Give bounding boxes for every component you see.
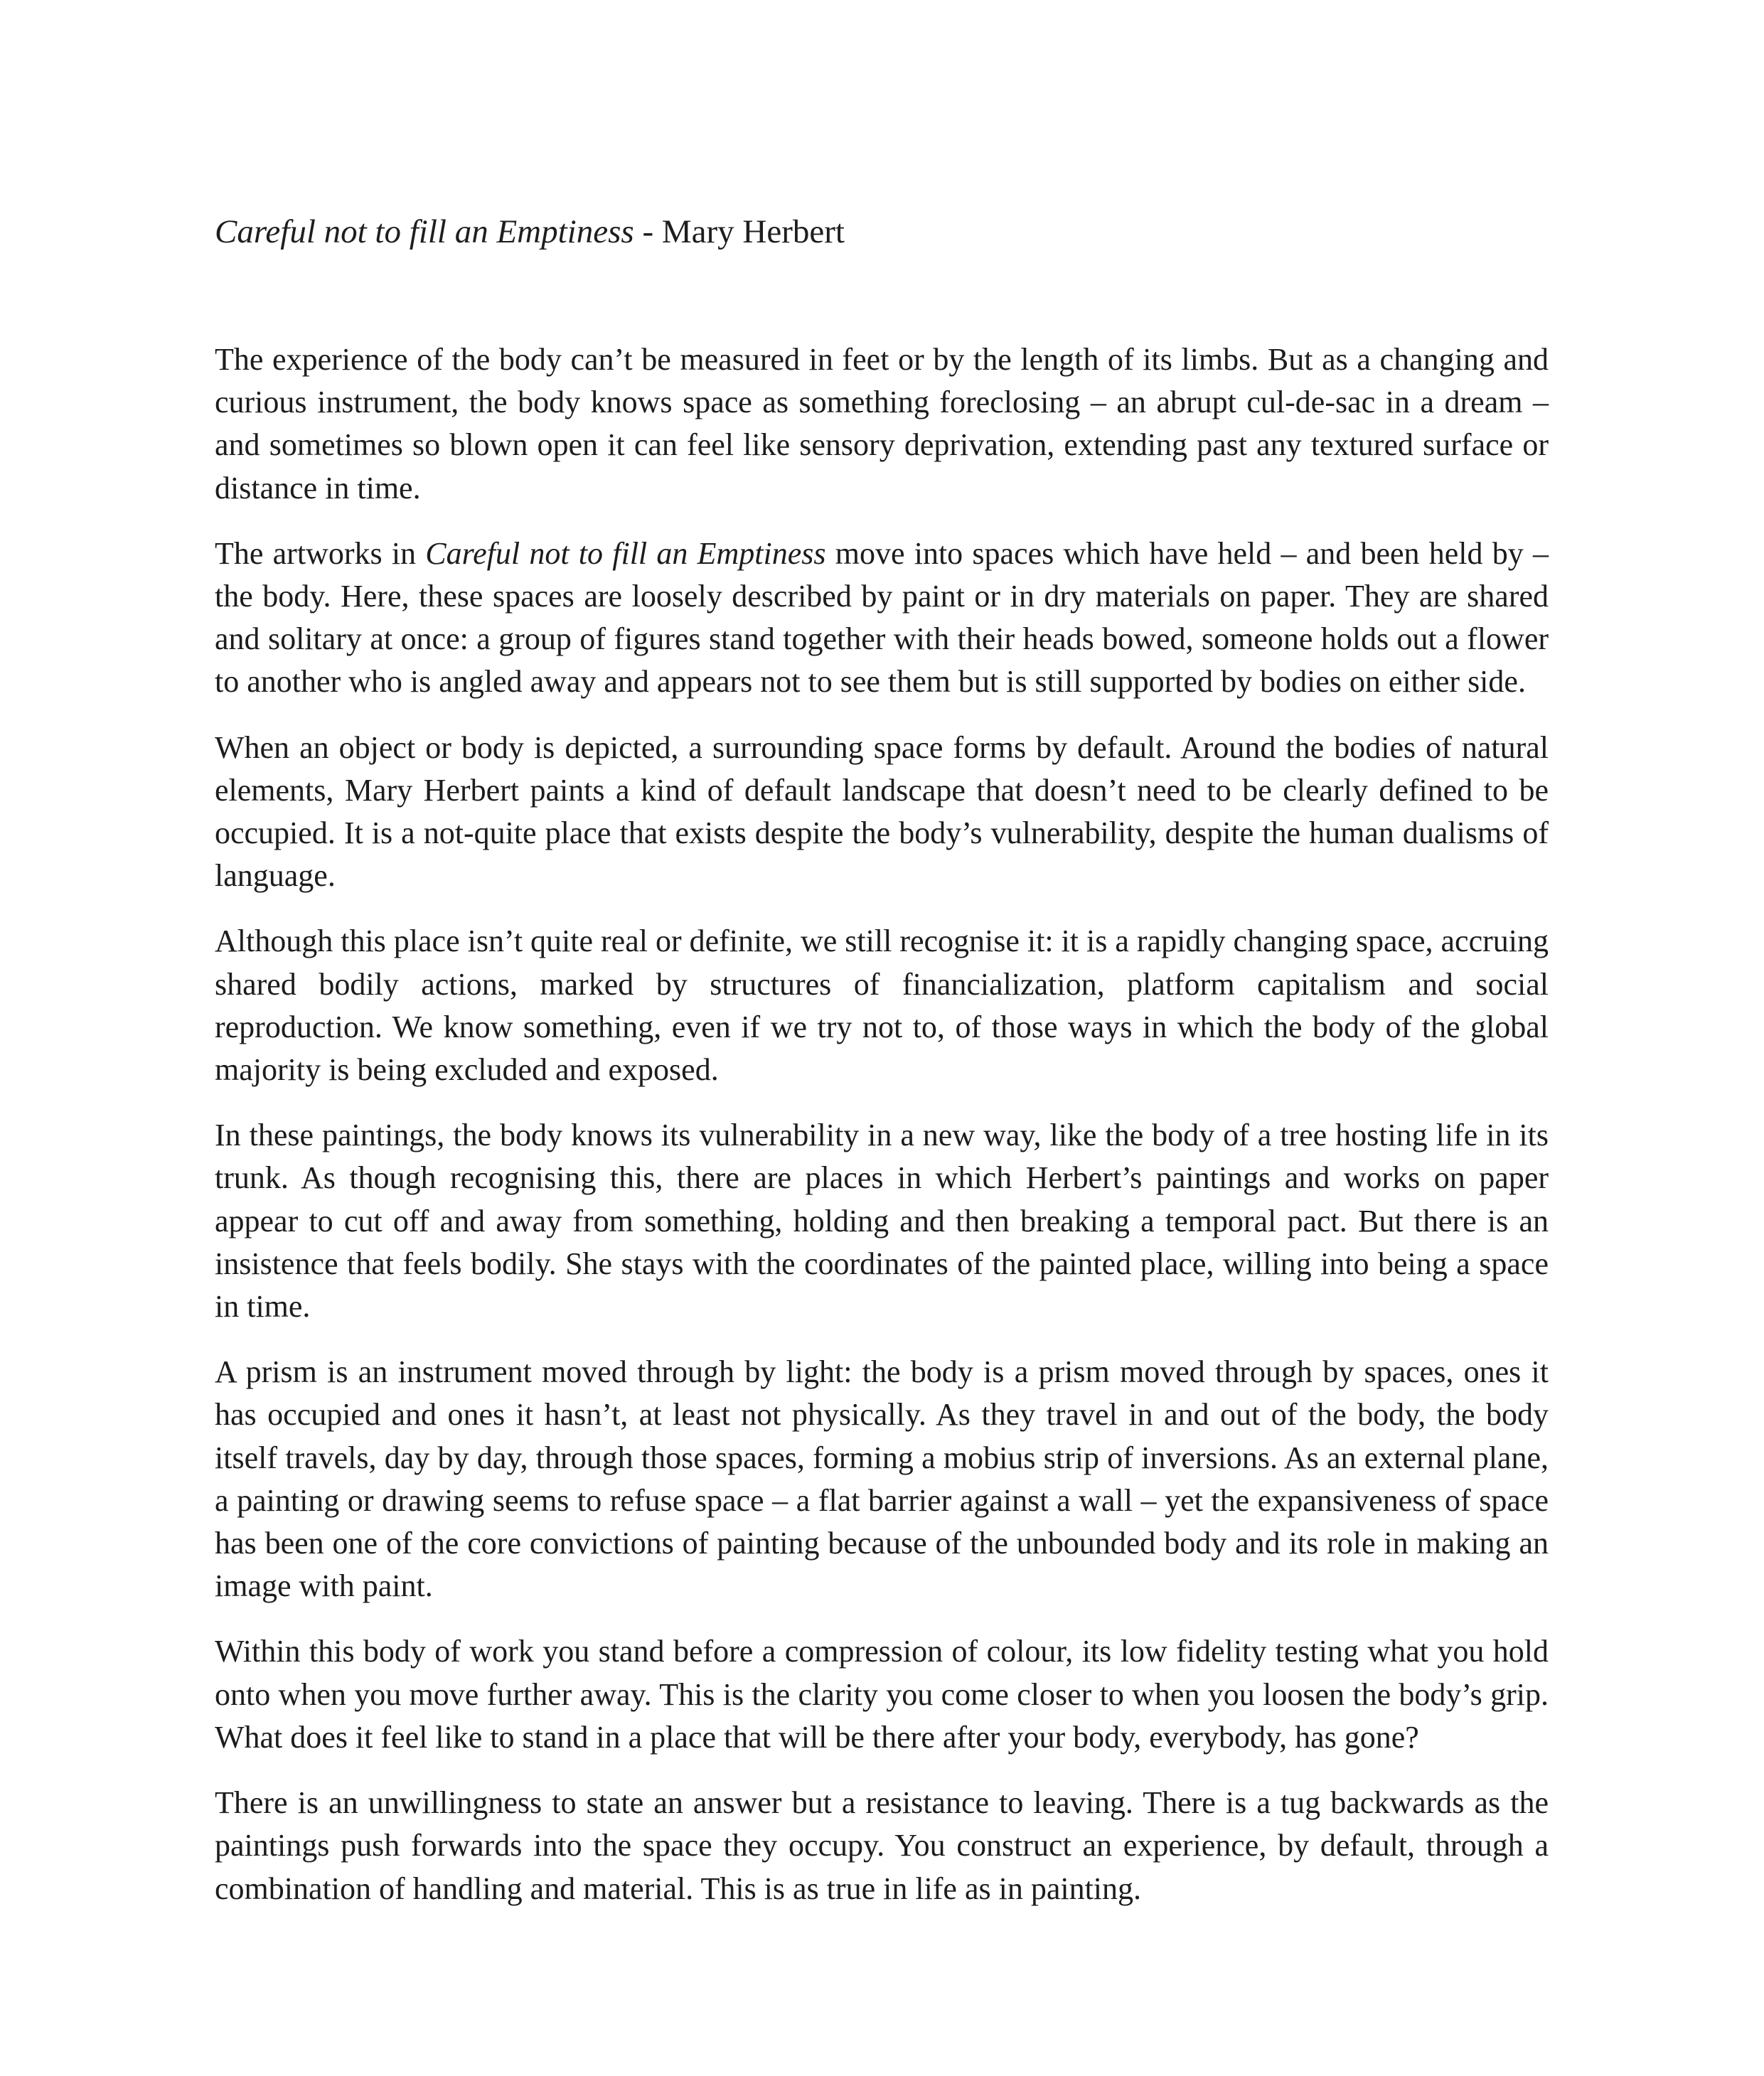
work-title: Careful not to fill an Emptiness bbox=[215, 213, 634, 250]
paragraph-2-exhibition-title: Careful not to fill an Emptiness bbox=[425, 535, 826, 571]
document-title bbox=[215, 210, 1549, 253]
paragraph-2-body: move into spaces which have held – and been held by – the body. Here, these spaces are loosely described by paint or in dry materials on paper. They are shared and solitary at once: a group of figures stand together with their heads bowed, someone holds out a flower to another who is angled away and appears not to see them but is still supported by bodies on either side. bbox=[215, 535, 1549, 700]
paragraph-2 bbox=[215, 533, 1549, 704]
paragraph-6: A prism is an instrument moved through by light: the body is a prism moved through by spaces, ones it has occupied and ones it hasn’t, at least not physically. As they travel in and out of the body, the body itself travels, day by day, through those spaces, forming a mobius strip of inversions. As an external plane, a painting or drawing seems to refuse space – a flat barrier against a wall – yet the expansiveness of space has been one of the core convictions of painting because of the unbounded body and its role in making an image with paint. bbox=[215, 1354, 1549, 1604]
paragraph-8: There is an unwillingness to state an answer but a resistance to leaving. There is a tug backwards as the paintings push forwards into the space they occupy. You construct an experience, by default, through a combination of handling and material. This is as true in life as in painting. bbox=[215, 1785, 1549, 1906]
paragraph-4: Although this place isn’t quite real or definite, we still recognise it: it is a rapidly changing space, accruing shared bodily actions, marked by structures of financialization, platform capitalism and social reproduction. We know something, even if we try not to, of those ways in which the body of the global majority is being excluded and exposed. bbox=[215, 924, 1549, 1088]
document-page bbox=[215, 210, 1549, 1933]
artist-name: Mary Herbert bbox=[661, 213, 845, 250]
paragraph-3: When an object or body is depicted, a surrounding space forms by default. Around the bodies of natural elements, Mary Herbert paints a kind of default landscape that doesn’t need to be clearly defined to be occupied. It is a not-quite place that exists despite the body’s vulnerability, despite the human dualisms of language. bbox=[215, 729, 1549, 894]
title-separator: - bbox=[634, 213, 662, 250]
paragraph-2-lead: The artworks in bbox=[215, 535, 426, 571]
paragraph-5: In these paintings, the body knows its vulnerability in a new way, like the body of a tree hosting life in its trunk. As though recognising this, there are places in which Herbert’s paintings and works on paper appear to cut off and away from something, holding and then breaking a temporal pact. But there is an insistence that feels bodily. She stays with the coordinates of the painted place, willing into being a space in time. bbox=[215, 1118, 1549, 1325]
paragraph-1: The experience of the body can’t be measured in feet or by the length of its limbs. But as a changing and curious instrument, the body knows space as something foreclosing – an abrupt cul-de-sac in a dream – and sometimes so blown open it can feel like sensory deprivation, extending past any textured surface or distance in time. bbox=[215, 342, 1549, 505]
paragraph-7: Within this body of work you stand before a compression of colour, its low fidelity testing what you hold onto when you move further away. This is the clarity you come closer to when you loosen the body’s grip. What does it feel like to stand in a place that will be there after your body, everybody, has gone? bbox=[215, 1634, 1549, 1755]
